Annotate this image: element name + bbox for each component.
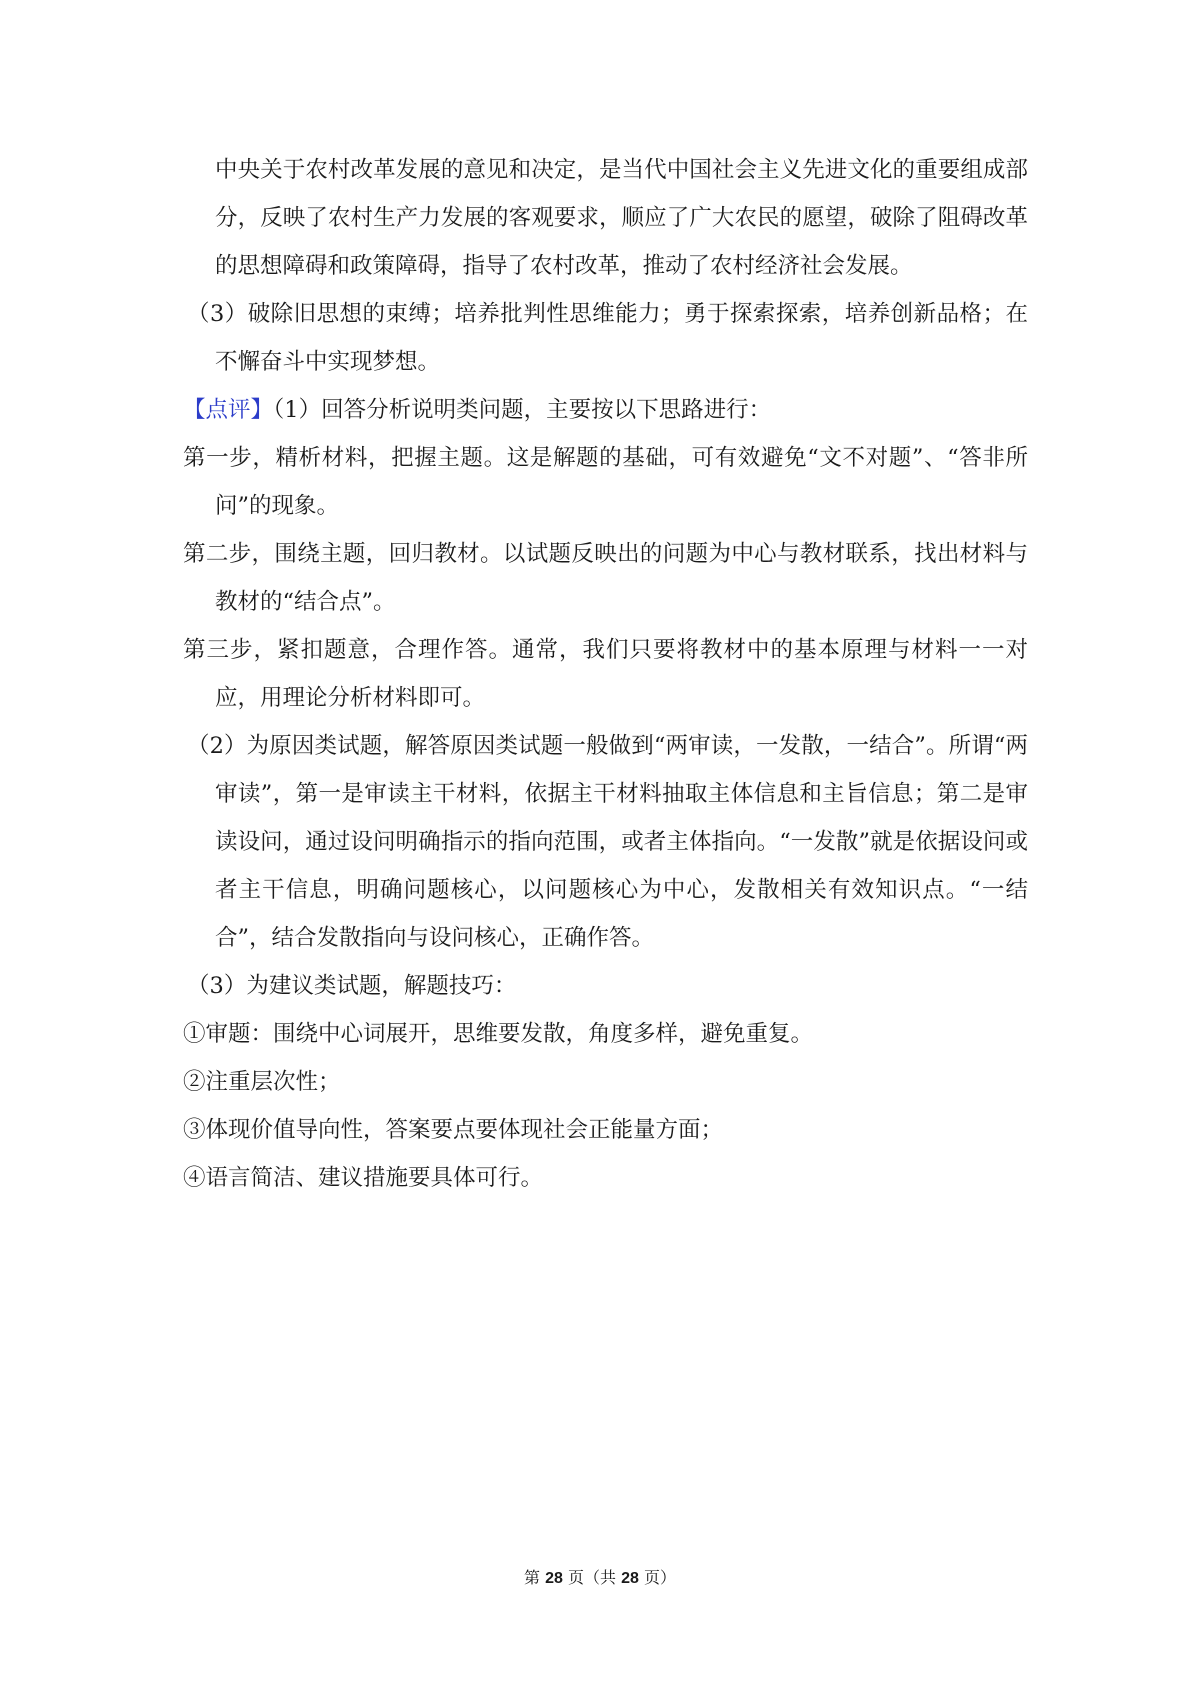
footer-total-pages: 28 (621, 1570, 639, 1587)
page-footer (0, 1565, 1200, 1588)
answer-item-3: （3）破除旧思想的束缚；培养批判性思维能力；勇于探索探索，培养创新品格；在不懈奋斗中实现梦想。 (187, 301, 1028, 375)
step-two-paragraph: 第二步，围绕主题，回归教材。以试题反映出的问题为中心与教材联系，找出材料与教材的“结合点”。 (183, 541, 1028, 615)
step-one-paragraph: 第一步，精析材料，把握主题。这是解题的基础，可有效避免“文不对题”、“答非所问”的现象。 (183, 445, 1028, 519)
footer-page-number: 28 (545, 1570, 563, 1587)
review-heading-paragraph (183, 386, 1028, 434)
review-item-2: （2）为原因类试题，解答原因类试题一般做到“两审读，一发散，一结合”。所谓“两审读”，第一是审读主干材料，依据主干材料抽取主体信息和主旨信息；第二是审读设问，通过设问明确指示的指向范围，或者主体指向。“一发散”就是依据设问或者主干信息，明确问题核心，以问题核心为中心，发散相关有效知识点。“一结合”，结合发散指向与设问核心，正确作答。 (187, 733, 1028, 951)
footer-middle: 页（共 (567, 1568, 616, 1587)
review-item-3: （3）为建议类试题，解题技巧： (187, 973, 517, 999)
review-tag: 【点评】 (183, 397, 274, 423)
document-body (183, 146, 1028, 1202)
footer-prefix: 第 (523, 1568, 540, 1587)
review-item-1: （1）回答分析说明类问题，主要按以下思路进行： (273, 397, 772, 423)
tip-4: ④语言简洁、建议措施要具体可行。 (183, 1165, 544, 1191)
tip-1: ①审题：围绕中心词展开，思维要发散，角度多样，避免重复。 (183, 1021, 814, 1047)
tip-2: ②注重层次性； (183, 1069, 341, 1095)
tip-3: ③体现价值导向性，答案要点要体现社会正能量方面； (183, 1117, 724, 1143)
answer-paragraph-continued: 中央关于农村改革发展的意见和决定，是当代中国社会主义先进文化的重要组成部分，反映了农村生产力发展的客观要求，顺应了广大农民的愿望，破除了阻碍改革的思想障碍和政策障碍，指导了农村改革，推动了农村经济社会发展。 (215, 157, 1028, 279)
step-three-paragraph: 第三步，紧扣题意，合理作答。通常，我们只要将教材中的基本原理与材料一一对应，用理论分析材料即可。 (183, 637, 1028, 711)
footer-suffix: 页） (643, 1568, 676, 1587)
